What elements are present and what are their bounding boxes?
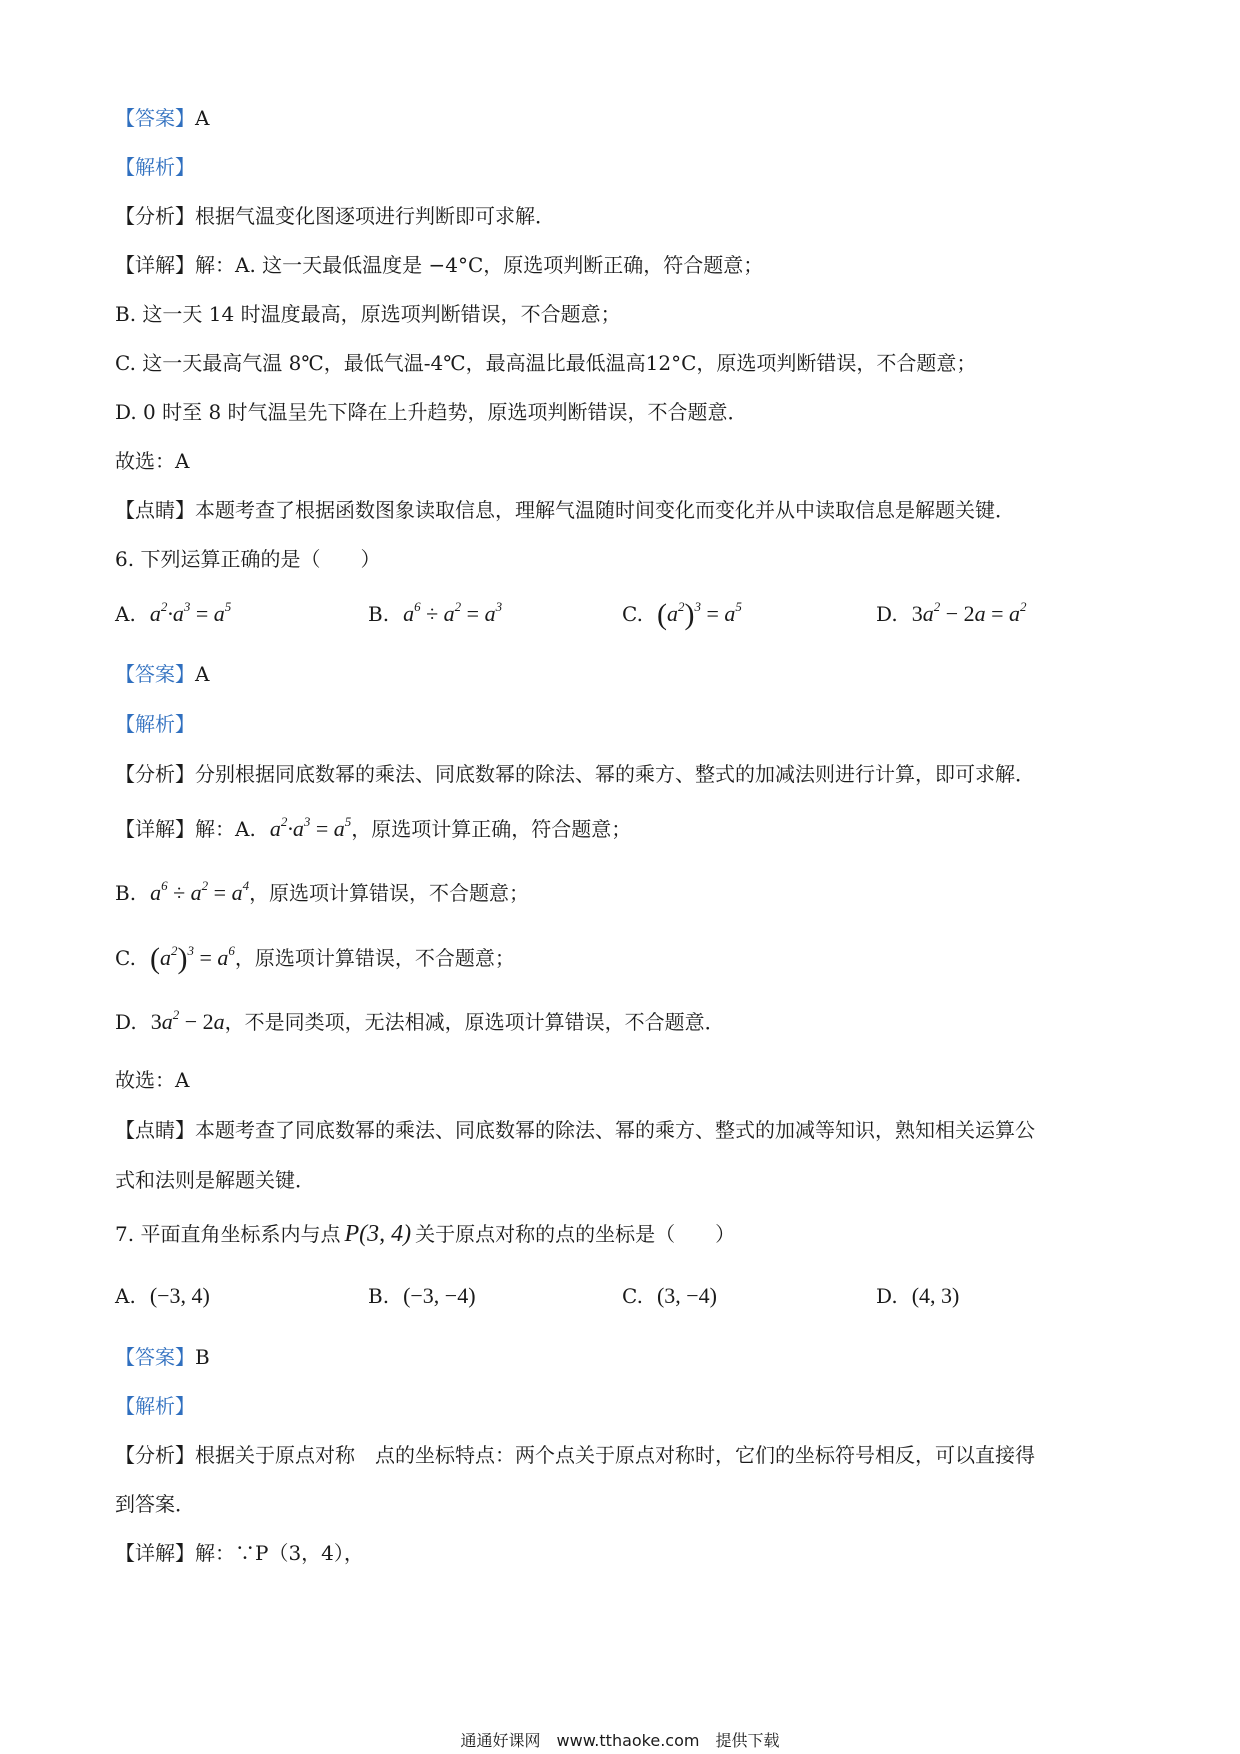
q6-xiangjie: [115, 815, 631, 843]
option-value: (−3, −4): [403, 1283, 476, 1308]
option-value: (−3, 4): [149, 1283, 210, 1308]
xiangjie-text: 解：∵P（3，4），: [195, 1541, 364, 1565]
q7-option-d: [876, 1282, 959, 1310]
option-label: A.: [115, 1284, 136, 1308]
q5-fenxi: [115, 202, 555, 230]
q5-xiangjie: [115, 251, 763, 279]
option-label: D.: [876, 602, 898, 626]
q7-question: [115, 1220, 735, 1248]
q6-dianjing-cont: 式和法则是解题关键．: [115, 1168, 315, 1192]
xiangjie-text: 解：A. 这一天最低温度是 −4°C，原选项判断正确，符合题意；: [195, 253, 764, 277]
question-suffix: 关于原点对称的点的坐标是（ ）: [415, 1222, 736, 1246]
fenxi-text: 根据气温变化图逐项进行判断即可求解．: [195, 204, 555, 228]
answer-value: A: [195, 662, 210, 686]
q7-fenxi-cont: 到答案．: [115, 1492, 195, 1516]
q6-option-a: [115, 600, 231, 628]
q7-answer: [115, 1343, 210, 1371]
answer-label: 【答案】: [115, 106, 195, 130]
option-formula: $a^6 \div a^2 = a^3$: [403, 599, 503, 626]
q6-option-c: [622, 600, 742, 629]
prefix: B.: [115, 881, 137, 905]
q6-question: 6. 下列运算正确的是（ ）: [115, 547, 381, 571]
point-p: P(3, 4): [344, 1221, 412, 1247]
q5-option-b-explain: B. 这一天 14 时温度最高，原选项判断错误，不合题意；: [115, 302, 621, 326]
option-label: C.: [622, 1284, 643, 1308]
q5-answer: [115, 104, 209, 132]
option-label: C.: [622, 602, 643, 626]
option-label: D.: [876, 1284, 898, 1308]
page-footer: 通通好课网 www.tthaoke.com 提供下载: [460, 1731, 780, 1750]
q6-choose: 故选：A: [115, 1068, 190, 1092]
q7-option-c: [622, 1282, 717, 1310]
option-value: (4, 3): [911, 1283, 960, 1308]
option-label: A.: [115, 602, 136, 626]
fenxi-text: 分别根据同底数幂的乘法、同底数幂的除法、幂的乘方、整式的加减法则进行计算，即可求解．: [195, 762, 1035, 786]
q6-analysis-label: 【解析】: [115, 712, 195, 736]
answer-label: 【答案】: [115, 1345, 195, 1369]
fenxi-label: 【分析】: [115, 204, 195, 228]
q7-xiangjie: [115, 1539, 364, 1567]
fenxi-label: 【分析】: [115, 1443, 195, 1467]
option-formula: $(a^2)^3 = a^5$: [656, 598, 742, 631]
prefix: C.: [115, 946, 136, 970]
option-formula: $a^2\cdot a^3 = a^5$: [149, 599, 232, 626]
option-label: B.: [368, 1284, 390, 1308]
q6-option-d: [876, 600, 1027, 628]
fenxi-label: 【分析】: [115, 762, 195, 786]
dianjing-text: 本题考查了根据函数图象读取信息，理解气温随时间变化而变化并从中读取信息是解题关键．: [195, 498, 1015, 522]
q6-option-d-explain: [115, 1008, 725, 1036]
formula: $a^6 \div a^2 = a^4$: [150, 878, 250, 905]
xiangjie-label: 【详解】: [115, 817, 195, 841]
answer-value: B: [195, 1345, 210, 1369]
question-prefix: 7. 平面直角坐标系内与点: [115, 1222, 341, 1246]
q7-fenxi: [115, 1441, 1035, 1469]
suffix: ，不是同类项，无法相减，原选项计算错误，不合题意．: [224, 1010, 725, 1034]
q6-option-c-explain: [115, 944, 515, 973]
answer-value: A: [195, 106, 210, 130]
q6-fenxi: [115, 760, 1035, 788]
q6-answer: [115, 660, 209, 688]
dianjing-label: 【点睛】: [115, 498, 195, 522]
q7-option-a: [115, 1282, 210, 1310]
q5-choose: 故选：A: [115, 449, 190, 473]
dianjing-text: 本题考查了同底数幂的乘法、同底数幂的除法、幂的乘方、整式的加减等知识，熟知相关运算公: [195, 1118, 1035, 1142]
xiangjie-label: 【详解】: [115, 253, 195, 277]
xiangjie-suffix: ，原选项计算正确，符合题意；: [351, 817, 632, 841]
formula: $3a^2 - 2a$: [150, 1007, 225, 1034]
prefix: D.: [115, 1010, 137, 1034]
formula: $(a^2)^3 = a^6$: [149, 942, 235, 975]
q5-option-d-explain: D. 0 时至 8 时气温呈先下降在上升趋势，原选项判断错误，不合题意．: [115, 400, 748, 424]
answer-label: 【答案】: [115, 662, 195, 686]
q5-analysis-label: 【解析】: [115, 155, 195, 179]
fenxi-text: 根据关于原点对称 点的坐标特点：两个点关于原点对称时，它们的坐标符号相反，可以直接得: [195, 1443, 1035, 1467]
option-label: B.: [368, 602, 390, 626]
option-value: (3, −4): [656, 1283, 718, 1308]
q7-analysis-label: 【解析】: [115, 1394, 195, 1418]
q5-dianjing: [115, 496, 1015, 524]
q7-option-b: [368, 1282, 476, 1310]
xiangjie-label: 【详解】: [115, 1541, 195, 1565]
dianjing-label: 【点睛】: [115, 1118, 195, 1142]
q6-option-b-explain: [115, 879, 529, 907]
suffix: ，原选项计算错误，不合题意；: [234, 946, 515, 970]
q6-dianjing: [115, 1116, 1035, 1144]
option-formula: $3a^2 - 2a = a^2$: [911, 599, 1027, 626]
formula: $a^2\cdot a^3 = a^5$: [269, 814, 352, 841]
q6-option-b: [368, 600, 502, 628]
xiangjie-prefix: 解：A.: [195, 817, 256, 841]
q5-option-c-explain: C. 这一天最高气温 8℃，最低气温-4℃，最高温比最低温高12°C，原选项判断错误，不合题意；: [115, 351, 977, 375]
suffix: ，原选项计算错误，不合题意；: [249, 881, 530, 905]
